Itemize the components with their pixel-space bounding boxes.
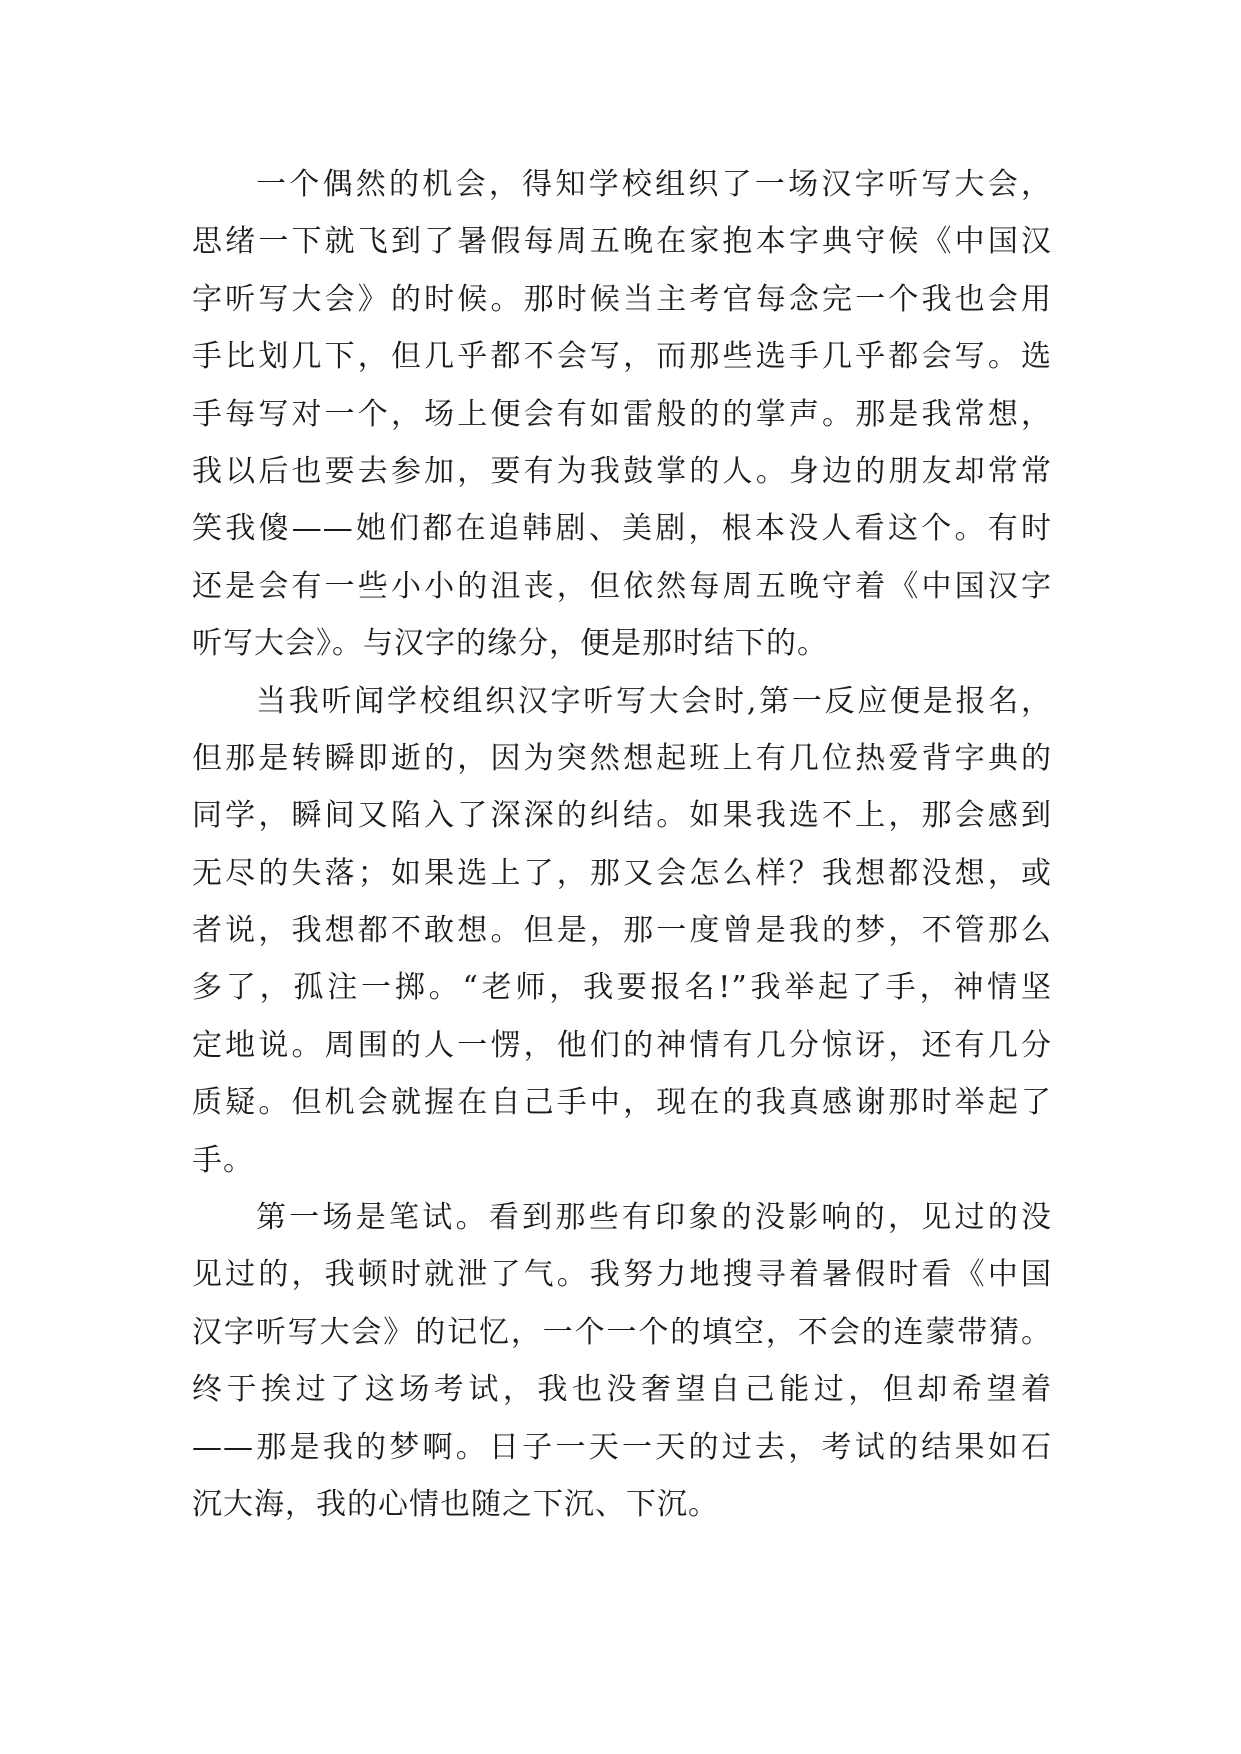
text-line: ——那是我的梦啊。日子一天一天的过去，考试的结果如石 [192, 1429, 1052, 1465]
text-line: 汉字听写大会》的记忆，一个一个的填空，不会的连蒙带猜。 [192, 1314, 1052, 1350]
text-line: 终于挨过了这场考试，我也没奢望自己能过，但却希望着 [192, 1372, 1052, 1408]
text-line: 还是会有一些小小的沮丧，但依然每周五晚守着《中国汉字 [192, 568, 1052, 604]
text-line: 笑我傻——她们都在追韩剧、美剧，根本没人看这个。有时 [192, 511, 1052, 547]
text-line: 者说，我想都不敢想。但是，那一度曾是我的梦，不管那么 [192, 913, 1052, 949]
text-line: 手比划几下，但几乎都不会写，而那些选手几乎都会写。选 [192, 339, 1052, 375]
text-line: 手。 [192, 1142, 254, 1178]
document-body [192, 156, 1052, 1533]
text-line: 字听写大会》的时候。那时候当主考官每念完一个我也会用 [192, 281, 1052, 317]
text-line: 质疑。但机会就握在自己手中，现在的我真感谢那时举起了 [192, 1085, 1052, 1121]
paragraph-3 [192, 1189, 1052, 1533]
text-line: 定地说。周围的人一愣，他们的神情有几分惊讶，还有几分 [192, 1027, 1052, 1063]
text-line: 无尽的失落；如果选上了，那又会怎么样？我想都没想，或 [192, 855, 1052, 891]
text-line: 当我听闻学校组织汉字听写大会时,第一反应便是报名， [256, 683, 1052, 719]
text-line: 我以后也要去参加，要有为我鼓掌的人。身边的朋友却常常 [192, 453, 1052, 489]
text-line: 一个偶然的机会，得知学校组织了一场汉字听写大会， [256, 167, 1052, 202]
text-line: 手每写对一个，场上便会有如雷般的的掌声。那是我常想， [192, 396, 1052, 432]
paragraph-1 [192, 156, 1052, 673]
text-line: 同学，瞬间又陷入了深深的纠结。如果我选不上，那会感到 [192, 798, 1052, 834]
text-line: 思绪一下就飞到了暑假每周五晚在家抱本字典守候《中国汉 [192, 224, 1052, 260]
text-line: 听写大会》。与汉字的缘分，便是那时结下的。 [192, 626, 828, 662]
text-line: 第一场是笔试。看到那些有印象的没影响的，见过的没 [256, 1200, 1052, 1236]
text-line: 沉大海，我的心情也随之下沉、下沉。 [192, 1486, 719, 1522]
paragraph-2 [192, 673, 1052, 1190]
text-line: 多了，孤注一掷。“老师，我要报名!”我举起了手，神情坚 [192, 970, 1052, 1006]
text-line: 见过的，我顿时就泄了气。我努力地搜寻着暑假时看《中国 [192, 1257, 1052, 1293]
text-line: 但那是转瞬即逝的，因为突然想起班上有几位热爱背字典的 [192, 740, 1052, 776]
